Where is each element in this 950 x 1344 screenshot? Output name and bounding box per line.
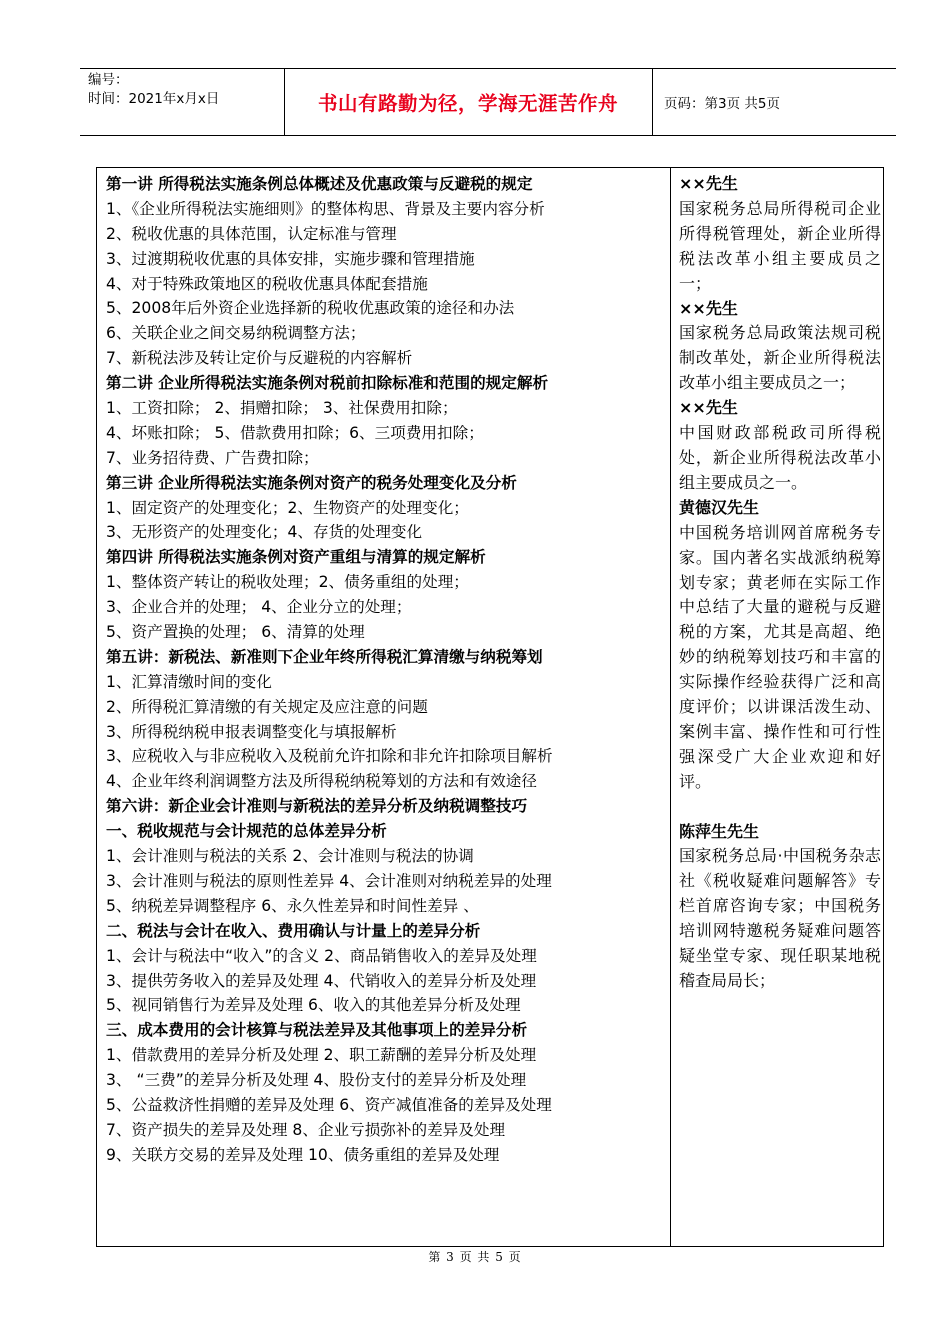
speaker-name: 陈萍生先生 xyxy=(679,821,760,841)
outline-item: 3、所得税纳税申报表调整变化与填报解析 xyxy=(106,722,397,741)
outline-item: 7、业务招待费、广告费扣除； xyxy=(106,448,319,467)
outline-item: 4、对于特殊政策地区的税收优惠具体配套措施 xyxy=(106,274,428,293)
outline-item: 3、企业合并的处理； 4、企业分立的处理； xyxy=(106,598,412,617)
header-meta xyxy=(88,71,219,109)
outline-item: 1、会计与税法中“收入”的含义 2、商品销售收入的差异及处理 xyxy=(106,946,537,965)
outline-item: 1、固定资产的处理变化；2、生物资产的处理变化； xyxy=(106,498,469,517)
speaker-entry xyxy=(679,396,881,496)
speaker-bio: 中国财政部税政司所得税处，新企业所得税法改革小组主要成员之一。 xyxy=(679,423,881,492)
section-heading: 第二讲 企业所得税法实施条例对税前扣除标准和范围的规定解析 xyxy=(106,374,549,393)
section-heading: 第三讲 企业所得税法实施条例对资产的税务处理变化及分析 xyxy=(106,473,517,492)
speaker-name: ××先生 xyxy=(679,398,738,418)
outline-item: 3、应税收入与非应税收入及税前允许扣除和非允许扣除项目解析 xyxy=(106,747,553,766)
speaker-entry xyxy=(679,820,881,994)
outline-item: 3、过渡期税收优惠的具体安排，实施步骤和管理措施 xyxy=(106,249,475,268)
speaker-bio: 中国税务培训网首席税务专家。国内著名实战派纳税筹划专家；黄老师在实际工作中总结了大量的避税与反避税的方案，尤其是高超、绝妙的纳税筹划技巧和丰富的实际操作经验获得广泛和高度评价；以讲课活泼生动、案例丰富、操作性和可行性强深受广大企业欢迎和好评。 xyxy=(679,522,881,791)
speaker-bio: 国家税务总局政策法规司税制改革处，新企业所得税法改革小组主要成员之一； xyxy=(679,323,881,393)
section-heading: 第四讲 所得税法实施条例对资产重组与清算的规定解析 xyxy=(106,548,486,567)
outline-item: 1、借款费用的差异分析及处理 2、职工薪酬的差异分析及处理 xyxy=(106,1046,537,1065)
section-heading: 二、税法与会计在收入、费用确认与计量上的差异分析 xyxy=(106,921,481,940)
outline-item: 3、提供劳务收入的差异及处理 4、代销收入的差异分析及处理 xyxy=(106,971,537,990)
outline-item: 6、关联企业之间交易纳税调整方法； xyxy=(106,324,366,343)
outline-item: 1、《企业所得税法实施细则》的整体构思、背景及主要内容分析 xyxy=(106,199,545,218)
outline-item: 5、资产置换的处理； 6、清算的处理 xyxy=(106,623,365,642)
speaker-list xyxy=(679,172,881,994)
outline-item: 7、资产损失的差异及处理 8、企业亏损弥补的差异及处理 xyxy=(106,1120,506,1139)
outline-item: 3、会计准则与税法的原则性差异 4、会计准则对纳税差异的处理 xyxy=(106,871,552,890)
speaker-name: ××先生 xyxy=(679,174,738,193)
outline-item: 5、公益救济性捐赠的差异及处理 6、资产减值准备的差异及处理 xyxy=(106,1095,552,1114)
section-heading: 一、税收规范与会计规范的总体差异分析 xyxy=(106,822,387,841)
serial-label: 编号： xyxy=(88,72,129,88)
speaker-bio: 国家税务总局所得税司企业所得税管理处，新企业所得税法改革小组主要成员之一； xyxy=(679,198,881,293)
header-motto: 书山有路勤为径，学海无涯苦作舟 xyxy=(317,92,618,115)
outline-item: 5、视同销售行为差异及处理 6、收入的其他差异分析及处理 xyxy=(106,996,521,1015)
speaker-name: ××先生 xyxy=(679,298,738,318)
page-footer: 第 3 页 共 5 页 xyxy=(428,1250,522,1264)
outline-item: 7、新税法涉及转让定价与反避税的内容解析 xyxy=(106,349,413,368)
speaker-entry xyxy=(679,496,881,795)
outline-item: 1、整体资产转让的税收处理；2、债务重组的处理； xyxy=(106,573,469,592)
section-heading: 第六讲：新企业会计准则与新税法的差异分析及纳税调整技巧 xyxy=(106,797,528,816)
course-table xyxy=(96,167,884,1247)
section-heading: 第五讲：新税法、新准则下企业年终所得税汇算清缴与纳税筹划 xyxy=(106,647,543,666)
speaker-bio: 国家税务总局·中国税务杂志社《税收疑难问题解答》专栏首席咨询专家；中国税务培训网特邀税务疑难问题答疑坐堂专家、现任职某地税稽查局局长； xyxy=(679,846,881,990)
speaker-entry xyxy=(679,297,881,397)
section-heading: 第一讲 所得税法实施条例总体概述及优惠政策与反避税的规定 xyxy=(106,175,533,193)
outline-item: 4、企业年终利润调整方法及所得税纳税筹划的方法和有效途径 xyxy=(106,772,537,791)
outline-item: 3、 “三费”的差异分析及处理 4、股份支付的差异分析及处理 xyxy=(106,1071,527,1090)
outline-item: 1、汇算清缴时间的变化 xyxy=(106,672,272,691)
outline-item: 4、坏账扣除； 5、借款费用扣除；6、三项费用扣除； xyxy=(106,423,484,442)
outline-item: 2、所得税汇算清缴的有关规定及应注意的问题 xyxy=(106,697,428,716)
outline-item: 2、税收优惠的具体范围，认定标准与管理 xyxy=(106,224,397,243)
speaker-entry xyxy=(679,172,881,297)
outline-item: 9、关联方交易的差异及处理 10、债务重组的差异及处理 xyxy=(106,1145,500,1164)
header-page-number: 页码：第3页 共5页 xyxy=(664,96,780,112)
outline-item: 5、2008年后外资企业选择新的税收优惠政策的途径和办法 xyxy=(106,299,515,318)
outline-item: 3、无形资产的处理变化；4、存货的处理变化 xyxy=(106,523,423,542)
section-heading: 三、成本费用的会计核算与税法差异及其他事项上的差异分析 xyxy=(106,1021,528,1040)
header-divider xyxy=(652,69,653,135)
outline-item: 5、纳税差异调整程序 6、永久性差异和时间性差异 、 xyxy=(106,896,479,915)
speaker-name: 黄德汉先生 xyxy=(679,497,760,517)
page-header xyxy=(80,68,896,136)
course-outline xyxy=(106,172,666,1168)
outline-item: 1、工资扣除； 2、捐赠扣除； 3、社保费用扣除； xyxy=(106,399,458,418)
column-divider xyxy=(670,168,671,1246)
outline-item: 1、会计准则与税法的关系 2、会计准则与税法的协调 xyxy=(106,847,474,866)
time-label: 时间：2021年x月x日 xyxy=(88,91,220,107)
